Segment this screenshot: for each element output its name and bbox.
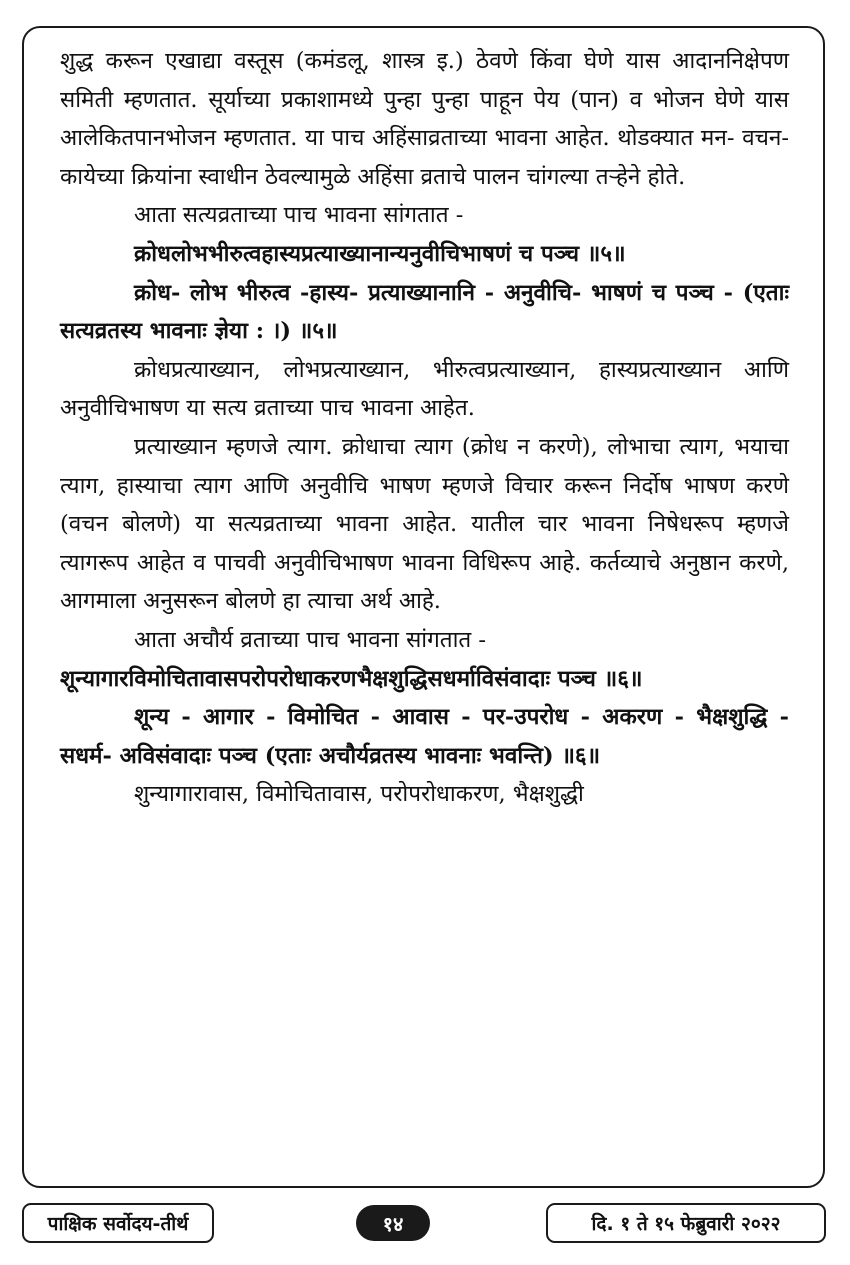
- sutra-5-text: क्रोधलोभभीरुत्वहास्यप्रत्याख्यानान्यनुवीचिभाषणं च पञ्च ॥५॥: [134, 240, 626, 267]
- footer-issue-date: दि. १ ते १५ फेब्रुवारी २०२२: [546, 1203, 826, 1243]
- sutra-6-text: शून्यागारविमोचितावासपरोपरोधाकरणभैक्षशुद्धिसधर्माविसंवादाः पञ्च ॥६॥: [60, 665, 643, 692]
- paragraph-ahimsa-conclusion: शुद्ध करून एखाद्या वस्तूस (कमंडलू, शास्त्र इ.) ठेवणे किंवा घेणे यास आदाननिक्षेपण समिती म्हणतात. सूर्याच्या प्रकाशामध्ये पुन्हा पुन्हा पाहून पेय (पान) व भोजन घेणे यास आलेकितपानभोजन म्हणतात. या पाच अहिंसाव्रताच्या भावना आहेत. थोडक्यात मन- वचन- कायेच्या क्रियांना स्वाधीन ठेवल्यामुळे अहिंसा व्रताचे पालन चांगल्या तऱ्हेने होते.: [60, 48, 789, 190]
- paragraph-achaurya-list: शुन्यागारावास, विमोचितावास, परोपरोधाकरण, भैक्षशुद्धी: [134, 781, 584, 808]
- paragraph-pratyakhyana-meaning: प्रत्याख्यान म्हणजे त्याग. क्रोधाचा त्याग (क्रोध न करणे), लोभाचा त्याग, भयाचा त्याग, हास्याचा त्याग आणि अनुवीचि भाषण म्हणजे विचार करून निर्दोष भाषण करणे (वचन बोलणे) या सत्यव्रताच्या भावना आहेत. यातील चार भावना निषेधरूप म्हणजे त्यागरूप आहेत व पाचवी अनुवीचिभाषण भावना विधिरूप आहे. कर्तव्याचे अनुष्ठान करणे, आगमाला अनुसरून बोलणे हा त्याचा अर्थ आहे.: [60, 433, 789, 615]
- paragraph-achaurya-intro: आता अचौर्य व्रताच्या पाच भावना सांगतात -: [134, 626, 487, 653]
- footer-publication-name: पाक्षिक सर्वोदय-तीर्थ: [22, 1203, 214, 1243]
- paragraph-satya-list: क्रोधप्रत्याख्यान, लोभप्रत्याख्यान, भीरुत्वप्रत्याख्यान, हास्यप्रत्याख्यान आणि अनुवीचिभाषण या सत्य व्रताच्या पाच भावना आहेत.: [60, 356, 789, 422]
- page-content-frame: [22, 26, 825, 1188]
- page-number-badge: १४: [356, 1205, 430, 1241]
- sutra-5-padaccheda: क्रोध- लोभ भीरुत्व -हास्य- प्रत्याख्यानानि - अनुवीचि- भाषणं च पञ्च - (एताः सत्यव्रतस्य भावनाः ज्ञेया : ।) ॥५॥: [60, 279, 789, 345]
- paragraph-satya-intro: आता सत्यव्रताच्या पाच भावना सांगतात -: [134, 202, 464, 229]
- sutra-6-padaccheda: शून्य - आगार - विमोचित - आवास - पर-उपरोध - अकरण - भैक्षशुद्धि - सधर्म- अविसंवादाः पञ्च (एताः अचौर्यव्रतस्य भावनाः भवन्ति) ॥६॥: [60, 704, 789, 769]
